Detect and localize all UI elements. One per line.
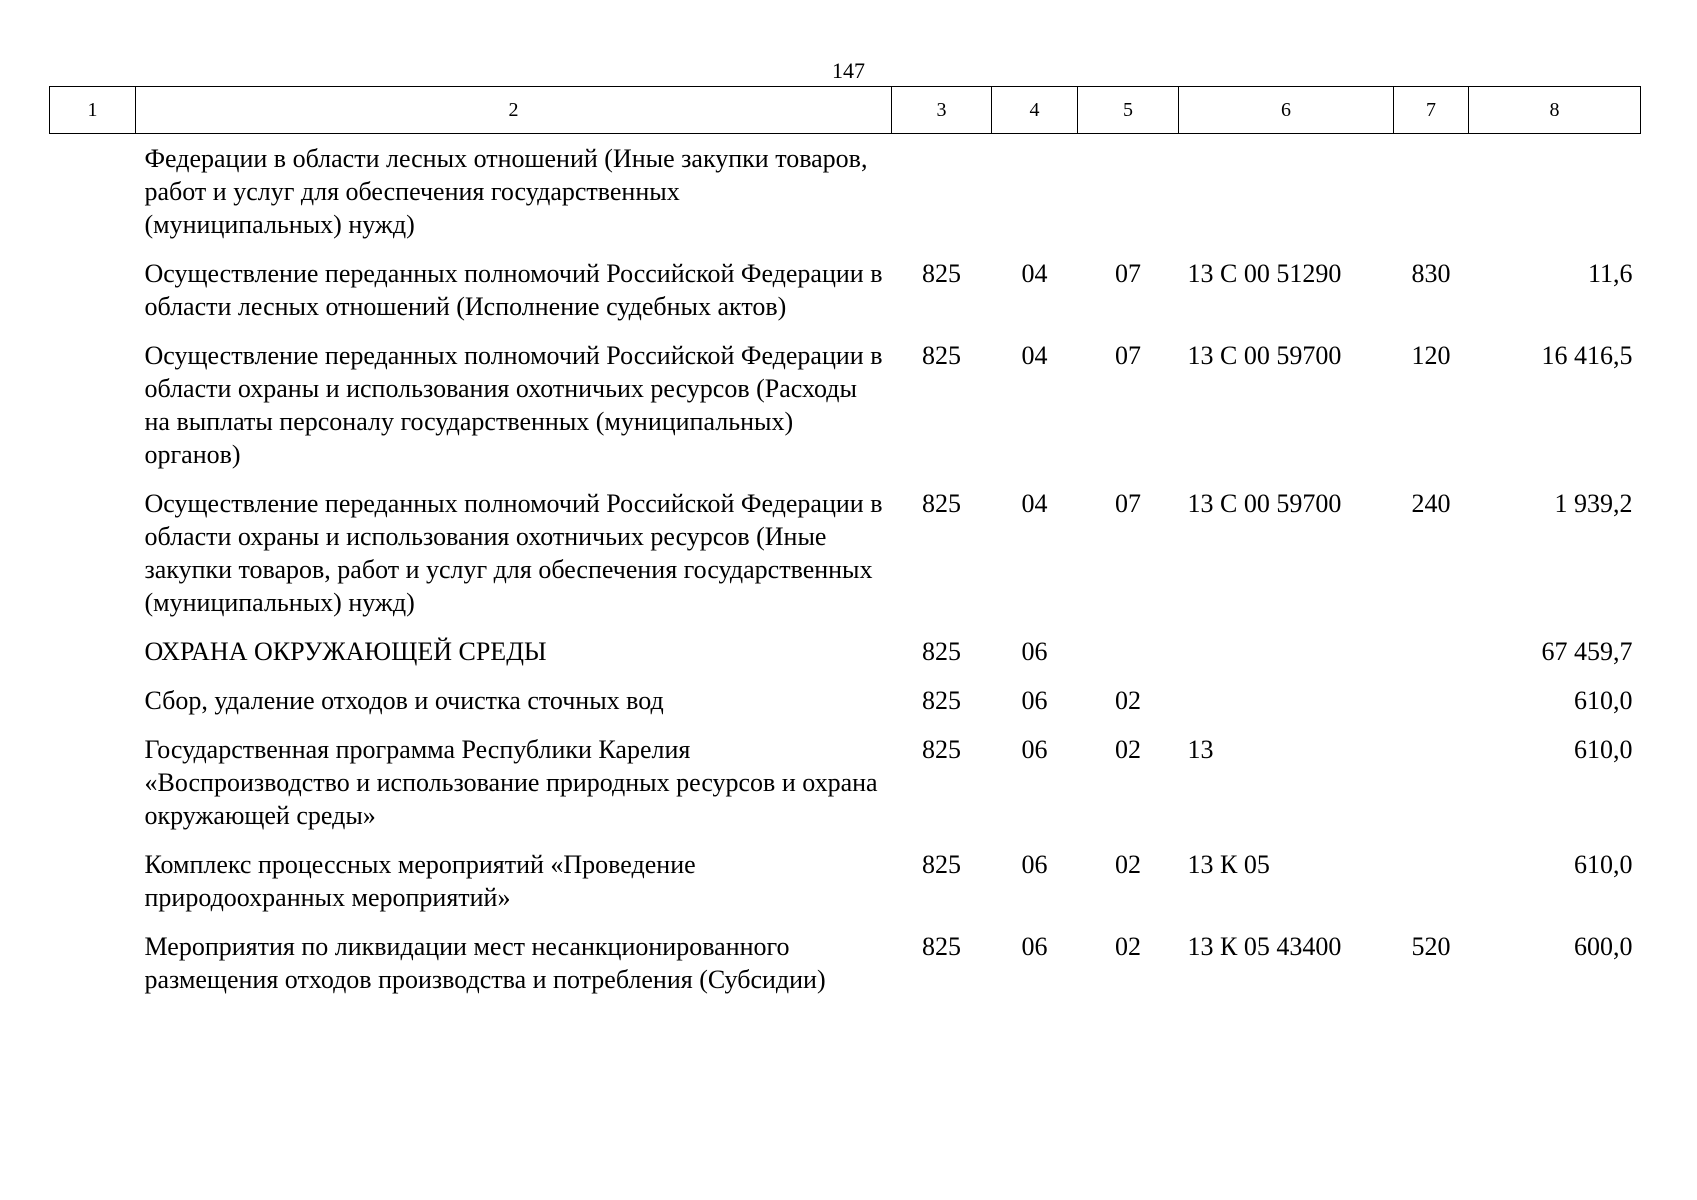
row-number-cell — [50, 487, 136, 635]
section-code: 06 — [1021, 932, 1048, 961]
subsection-code — [1078, 134, 1179, 258]
table-row — [50, 635, 1641, 684]
budget-table — [49, 86, 1641, 1012]
table-row — [50, 257, 1641, 339]
expense-type-code — [1394, 733, 1469, 848]
amount: 11,6 — [1587, 259, 1633, 288]
header-col-6: 6 — [1179, 87, 1394, 134]
expense-type-code — [1394, 848, 1469, 930]
table-row — [50, 684, 1641, 733]
ministry-code: 825 — [922, 341, 961, 370]
table-row — [50, 134, 1641, 258]
subsection-code: 02 — [1115, 735, 1141, 764]
section-code: 06 — [1021, 735, 1048, 764]
subsection-code: 07 — [1115, 341, 1141, 370]
item-name: Сбор, удаление отходов и очистка сточных вод — [144, 686, 664, 715]
target-article-code — [1179, 684, 1394, 733]
subsection-code — [1078, 635, 1179, 684]
target-article-code: 13 С 00 51290 — [1187, 259, 1342, 288]
target-article-code: 13 К 05 — [1187, 850, 1270, 879]
ministry-code: 825 — [922, 850, 961, 879]
expense-type-code: 830 — [1411, 259, 1451, 288]
target-article-code: 13 С 00 59700 — [1187, 489, 1342, 518]
header-col-5: 5 — [1078, 87, 1179, 134]
item-name: Мероприятия по ликвидации мест несанкционированного размещения отходов производства и потребления (Субсидии) — [144, 932, 826, 994]
section-code: 04 — [1021, 489, 1048, 518]
ministry-code: 825 — [922, 637, 961, 666]
subsection-code: 02 — [1115, 686, 1141, 715]
section-code — [992, 134, 1078, 258]
row-number-cell — [50, 635, 136, 684]
item-name: ОХРАНА ОКРУЖАЮЩЕЙ СРЕДЫ — [144, 637, 547, 666]
header-col-1: 1 — [50, 87, 136, 134]
target-article-code — [1179, 635, 1394, 684]
section-code: 06 — [1021, 850, 1048, 879]
expense-type-code: 120 — [1411, 341, 1451, 370]
header-col-2: 2 — [136, 87, 892, 134]
amount — [1469, 134, 1641, 258]
item-name: Комплекс процессных мероприятий «Проведение природоохранных мероприятий» — [144, 850, 696, 912]
section-code: 06 — [1021, 637, 1048, 666]
table-row — [50, 487, 1641, 635]
subsection-code: 02 — [1115, 850, 1141, 879]
section-code: 04 — [1021, 341, 1048, 370]
ministry-code: 825 — [922, 259, 961, 288]
amount: 610,0 — [1574, 735, 1633, 764]
row-number-cell — [50, 339, 136, 487]
target-article-code: 13 К 05 43400 — [1187, 932, 1342, 961]
page-number: 147 — [832, 58, 865, 83]
ministry-code — [892, 134, 992, 258]
subsection-code: 07 — [1115, 259, 1141, 288]
amount: 600,0 — [1574, 932, 1633, 961]
header-col-8: 8 — [1469, 87, 1641, 134]
expense-type-code — [1394, 684, 1469, 733]
amount: 610,0 — [1574, 686, 1633, 715]
row-number-cell — [50, 257, 136, 339]
section-code: 06 — [1021, 686, 1048, 715]
ministry-code: 825 — [922, 932, 961, 961]
subsection-code: 02 — [1115, 932, 1141, 961]
target-article-code: 13 С 00 59700 — [1187, 341, 1342, 370]
target-article-code — [1179, 134, 1394, 258]
section-code: 04 — [1021, 259, 1048, 288]
expense-type-code: 240 — [1411, 489, 1451, 518]
row-number-cell — [50, 733, 136, 848]
table-row — [50, 733, 1641, 848]
header-row — [50, 87, 1641, 134]
expense-type-code — [1394, 635, 1469, 684]
row-number-cell — [50, 848, 136, 930]
amount: 610,0 — [1574, 850, 1633, 879]
ministry-code: 825 — [922, 686, 961, 715]
amount: 67 459,7 — [1541, 637, 1633, 666]
expense-type-code — [1394, 134, 1469, 258]
item-name: Осуществление переданных полномочий Российской Федерации в области охраны и использования охотничьих ресурсов (Иные закупки товаров, работ и услуг для обеспечения государственных (муниципальных) нужд) — [144, 489, 883, 617]
row-number-cell — [50, 134, 136, 258]
amount: 1 939,2 — [1554, 489, 1633, 518]
target-article-code: 13 — [1187, 735, 1214, 764]
row-number-cell — [50, 684, 136, 733]
header-col-7: 7 — [1394, 87, 1469, 134]
amount: 16 416,5 — [1541, 341, 1633, 370]
ministry-code: 825 — [922, 735, 961, 764]
item-name: Федерации в области лесных отношений (Иные закупки товаров, работ и услуг для обеспечения государственных (муниципальных) нужд) — [144, 144, 868, 239]
header-col-4: 4 — [992, 87, 1078, 134]
item-name: Государственная программа Республики Карелия «Воспроизводство и использование природных ресурсов и охрана окружающей среды» — [144, 735, 878, 830]
expense-type-code: 520 — [1411, 932, 1451, 961]
table-row — [50, 848, 1641, 930]
item-name: Осуществление переданных полномочий Российской Федерации в области лесных отношений (Исполнение судебных актов) — [144, 259, 883, 321]
header-col-3: 3 — [892, 87, 992, 134]
ministry-code: 825 — [922, 489, 961, 518]
table-row — [50, 339, 1641, 487]
table-row — [50, 930, 1641, 1012]
row-number-cell — [50, 930, 136, 1012]
subsection-code: 07 — [1115, 489, 1141, 518]
item-name: Осуществление переданных полномочий Российской Федерации в области охраны и использования охотничьих ресурсов (Расходы на выплаты персоналу государственных (муниципальных) органов) — [144, 341, 883, 469]
